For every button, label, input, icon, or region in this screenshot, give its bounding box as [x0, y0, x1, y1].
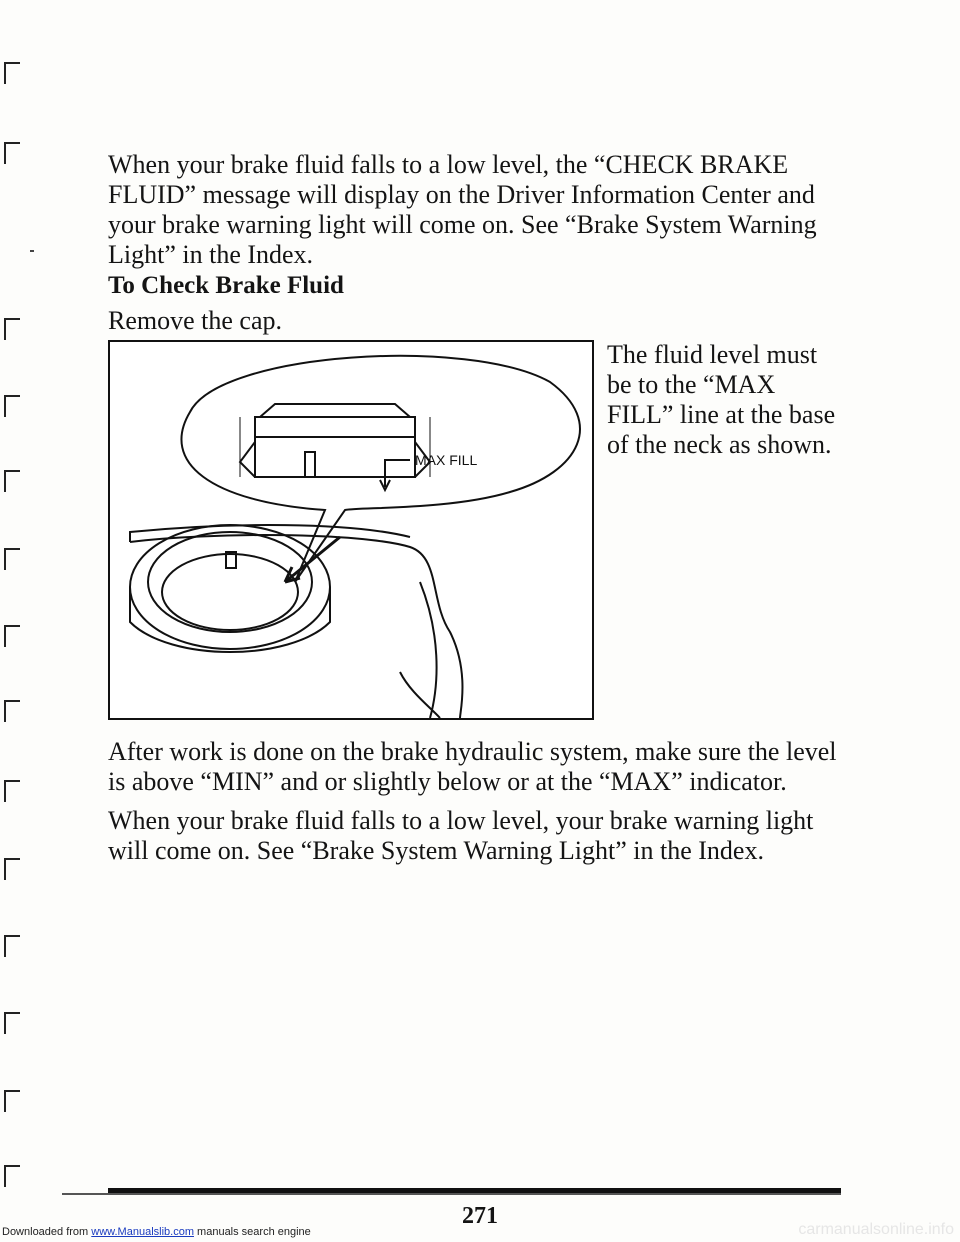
crop-mark [30, 250, 34, 264]
crop-mark [4, 700, 20, 722]
reservoir-illustration [110, 342, 592, 718]
footer-rule-thin [62, 1193, 841, 1195]
crop-mark [4, 935, 20, 957]
instruction-text: Remove the cap. [108, 306, 282, 335]
watermark: carmanualsonline.info [798, 1221, 954, 1238]
crop-mark [4, 318, 20, 340]
crop-mark [4, 470, 20, 492]
max-fill-label: MAX FILL [415, 452, 478, 468]
crop-mark [4, 395, 20, 417]
download-footer [2, 1226, 311, 1238]
crop-mark [4, 1012, 20, 1034]
figure-caption: The fluid level must be to the “MAX FILL” line at the base of the neck as shown. [607, 340, 836, 459]
warning-paragraph: When your brake fluid falls to a low level, your brake warning light will come on. See “Brake System Warning Light” in the Index. [108, 806, 814, 865]
brake-fluid-reservoir-figure [108, 340, 594, 720]
crop-mark [4, 625, 20, 647]
page-number: 271 [462, 1203, 498, 1229]
footer-suffix: manuals search engine [197, 1226, 311, 1238]
crop-mark [4, 548, 20, 570]
section-heading: To Check Brake Fluid [108, 272, 344, 299]
crop-mark [4, 780, 20, 802]
crop-mark [4, 62, 20, 84]
crop-mark [4, 858, 20, 880]
crop-mark [4, 1165, 20, 1187]
manualslib-link[interactable]: www.Manualslib.com [91, 1226, 194, 1238]
footer-prefix: Downloaded from [2, 1226, 89, 1238]
crop-mark [4, 142, 20, 164]
after-work-paragraph: After work is done on the brake hydraulic system, make sure the level is above “MIN” and or slightly below or at the “MAX” indicator. [108, 737, 837, 796]
crop-mark [4, 1090, 20, 1112]
intro-paragraph: When your brake fluid falls to a low level, the “CHECK BRAKE FLUID” message will display on the Driver Information Center and your brake warning light will come on. See “Brake System Warning Light” in the Index. [108, 150, 817, 269]
